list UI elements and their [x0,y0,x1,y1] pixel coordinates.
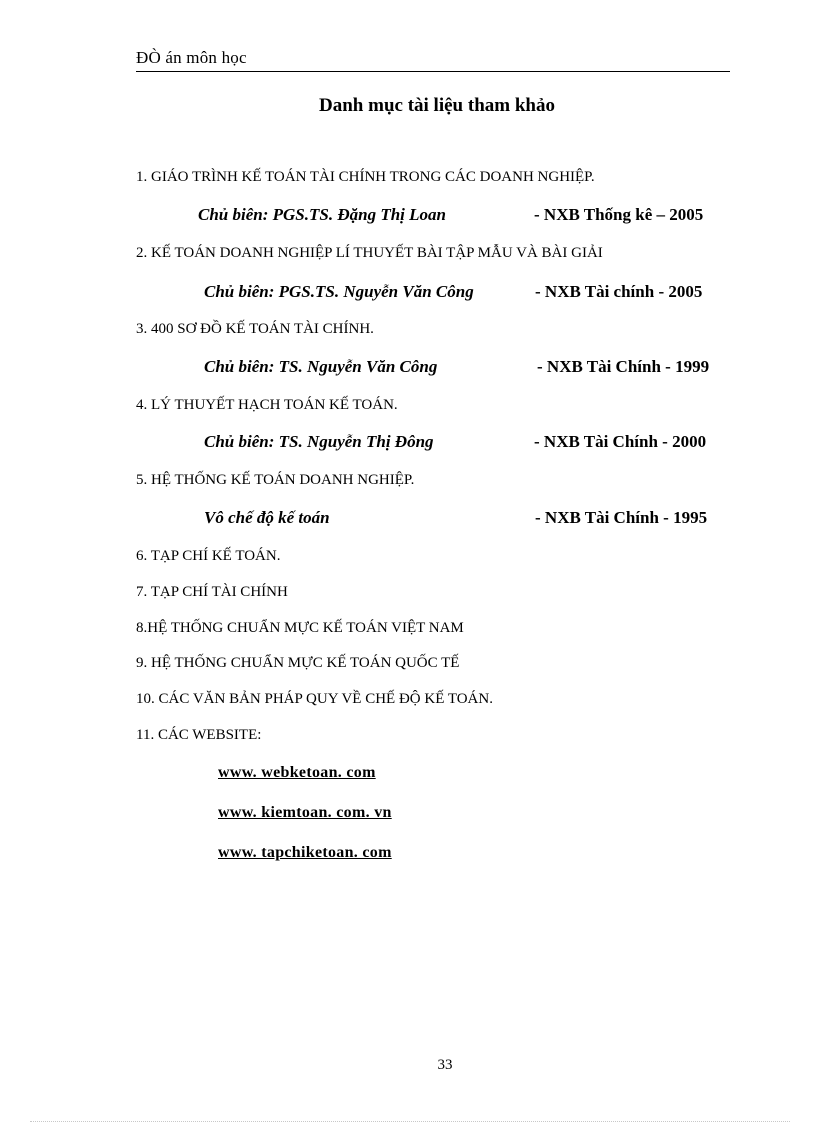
reference-publisher-3: - NXB Tài Chính - 1999 [537,357,710,376]
reference-publisher-5: - NXB Tài Chính - 1995 [535,508,708,527]
website-link-tapchiketoan[interactable]: www. tapchiketoan. com [218,844,392,861]
document-title: Danh mục tài liệu tham khảo [319,95,555,116]
reference-editor-3: Chủ biên: TS. Nguyễn Văn Công [204,357,438,376]
reference-editor-4: Chủ biên: TS. Nguyễn Thị Đông [204,432,434,451]
page-bottom-rule [30,1121,790,1122]
reference-entry-8: 8.HỆ THỐNG CHUẨN MỰC KẾ TOÁN VIỆT NAM [136,620,464,636]
website-link-webketoan[interactable]: www. webketoan. com [218,764,376,781]
reference-publisher-2: - NXB Tài chính - 2005 [535,282,703,301]
reference-editor-1: Chủ biên: PGS.TS. Đặng Thị Loan [198,205,446,224]
reference-editor-5: Vô chế độ kế toán [204,508,330,527]
reference-entry-7: 7. TẠP CHÍ TÀI CHÍNH [136,584,288,600]
header-title: ĐÒ án môn học [136,48,247,67]
reference-entry-4: 4. LÝ THUYẾT HẠCH TOÁN KẾ TOÁN. [136,397,398,413]
reference-entry-6: 6. TẠP CHÍ KẾ TOÁN. [136,548,281,564]
reference-publisher-1: - NXB Thống kê – 2005 [534,205,704,224]
reference-entry-3: 3. 400 SƠ ĐỒ KẾ TOÁN TÀI CHÍNH. [136,321,374,337]
reference-entry-5: 5. HỆ THỐNG KẾ TOÁN DOANH NGHIỆP. [136,472,415,488]
page-number: 33 [437,1057,453,1073]
reference-entry-1: 1. GIÁO TRÌNH KẾ TOÁN TÀI CHÍNH TRONG CÁC DOANH NGHIỆP. [136,169,595,185]
reference-entry-10: 10. CÁC VĂN BẢN PHÁP QUY VỀ CHẾ ĐỘ KẾ TOÁN. [136,691,493,707]
header-rule [136,71,730,72]
reference-publisher-4: - NXB Tài Chính - 2000 [534,432,707,451]
website-link-kiemtoan[interactable]: www. kiemtoan. com. vn [218,804,392,821]
reference-entry-11: 11. CÁC WEBSITE: [136,727,262,743]
reference-entry-9: 9. HỆ THỐNG CHUẨN MỰC KẾ TOÁN QUỐC TẾ [136,655,460,671]
reference-entry-2: 2. KẾ TOÁN DOANH NGHIỆP LÍ THUYẾT BÀI TẬP MẪU VÀ BÀI GIẢI [136,245,603,261]
reference-editor-2: Chủ biên: PGS.TS. Nguyễn Văn Công [204,282,474,301]
